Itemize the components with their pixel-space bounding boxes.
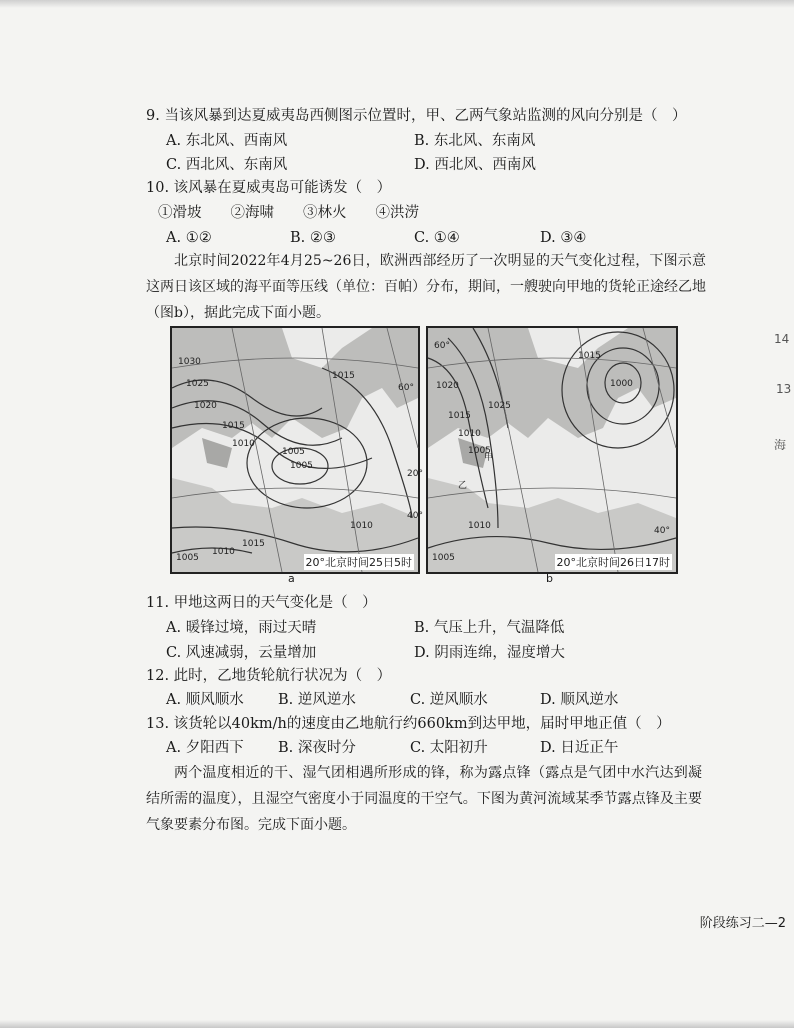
map-b-letter: b bbox=[546, 572, 553, 585]
map-a-letter: a bbox=[288, 572, 295, 585]
q11-option-a: A. 暖锋过境，雨过天晴 bbox=[166, 620, 317, 636]
scan-edge-bottom bbox=[0, 1020, 794, 1028]
margin-mark-hai: 海 bbox=[774, 438, 787, 452]
map-b-label-60: 60° bbox=[434, 341, 450, 351]
map-b-label-1005-sw: 1005 bbox=[432, 553, 455, 563]
q9-option-a: A. 东北风、西南风 bbox=[166, 133, 288, 149]
q9-option-d: D. 西北风、西南风 bbox=[414, 157, 536, 173]
map-b-label-1010-s: 1010 bbox=[468, 521, 491, 531]
map-a-label-1015-s: 1015 bbox=[242, 539, 265, 549]
pressure-map-a bbox=[170, 326, 423, 574]
q11-option-c: C. 风速减弱，云量增加 bbox=[166, 645, 317, 661]
q12-stem: 12. 此时，乙地货轮航行状况为（ ） bbox=[146, 668, 392, 684]
map-a-label-1005-sw: 1005 bbox=[176, 553, 199, 563]
map-a-drawing bbox=[172, 328, 423, 572]
map-a-caption: 20°北京时间25日5时 bbox=[305, 556, 412, 569]
map-a-label-1015-ne: 1015 bbox=[332, 371, 355, 381]
map-b-label-1005: 1005 bbox=[468, 446, 491, 456]
map-a-label-1025: 1025 bbox=[186, 379, 209, 389]
map-b-label-1015: 1015 bbox=[448, 411, 471, 421]
map-a-label-1010-se: 1010 bbox=[350, 521, 373, 531]
map-b-label-jia: 甲 bbox=[484, 453, 494, 463]
scan-edge-top bbox=[0, 0, 794, 8]
map-b-label-40: 40° bbox=[654, 526, 670, 536]
map-b-label-yi: 乙 bbox=[458, 481, 468, 491]
map-a-label-1030: 1030 bbox=[178, 357, 201, 367]
q11-stem: 11. 甲地这两日的天气变化是（ ） bbox=[146, 595, 377, 611]
map-b-caption: 20°北京时间26日17时 bbox=[556, 556, 670, 569]
map-b-label-1000: 1000 bbox=[610, 379, 633, 389]
q13-option-c: C. 太阳初升 bbox=[410, 740, 488, 756]
q13-stem: 13. 该货轮以40km/h的速度由乙地航行约660km到达甲地，届时甲地正值（ ） bbox=[146, 716, 671, 732]
q10-option-d: D. ③④ bbox=[540, 230, 587, 246]
map-a-label-1010: 1010 bbox=[232, 439, 255, 449]
map-b-label-1020: 1020 bbox=[436, 381, 459, 391]
map-b-drawing bbox=[428, 328, 676, 572]
q13-option-a: A. 夕阳西下 bbox=[166, 740, 244, 756]
q10-stem: 10. 该风暴在夏威夷岛可能诱发（ ） bbox=[146, 180, 392, 196]
q9-option-b: B. 东北风、东南风 bbox=[414, 133, 536, 149]
map-a-label-1005: 1005 bbox=[290, 461, 313, 471]
map-a-label-1010-s: 1010 bbox=[212, 547, 235, 557]
q11-option-b: B. 气压上升，气温降低 bbox=[414, 620, 565, 636]
q12-option-b: B. 逆风逆水 bbox=[278, 692, 356, 708]
q12-option-d: D. 顺风逆水 bbox=[540, 692, 619, 708]
q11-option-d: D. 阴雨连绵，湿度增大 bbox=[414, 645, 565, 661]
q13-option-d: D. 日近正午 bbox=[540, 740, 619, 756]
map-a-label-20: 20° bbox=[407, 469, 423, 479]
map-a-label-1015: 1015 bbox=[222, 421, 245, 431]
page-footer: 阶段练习二—2 bbox=[699, 916, 786, 931]
q13-option-b: B. 深夜时分 bbox=[278, 740, 356, 756]
map-b-label-1025: 1025 bbox=[488, 401, 511, 411]
map-a-label-1005-center: 1005 bbox=[282, 447, 305, 457]
intro-paragraph-2: 两个温度相近的干、湿气团相遇所形成的锋，称为露点锋（露点是气团中水汽达到凝结所需的温度），且湿空气密度小于同温度的干空气。下图为黄河流域某季节露点锋及主要气象要素分布图。完成下面小题。 bbox=[146, 765, 702, 833]
q9-option-c: C. 西北风、东南风 bbox=[166, 157, 288, 173]
map-a-label-60: 60° bbox=[398, 383, 414, 393]
pressure-map-b bbox=[426, 326, 678, 574]
margin-mark-13: 13 bbox=[776, 382, 792, 396]
q12-option-a: A. 顺风顺水 bbox=[166, 692, 244, 708]
margin-mark-14: 14 bbox=[774, 332, 790, 346]
q10-option-b: B. ②③ bbox=[290, 230, 336, 246]
map-b-label-1010: 1010 bbox=[458, 429, 481, 439]
map-b-label-1015-n: 1015 bbox=[578, 351, 601, 361]
q10-items: ①滑坡 ②海啸 ③林火 ④洪涝 bbox=[158, 205, 419, 221]
map-a-label-40: 40° bbox=[407, 511, 423, 521]
intro-paragraph-1: 北京时间2022年4月25~26日，欧洲西部经历了一次明显的天气变化过程，下图示意这两日该区域的海平面等压线（单位：百帕）分布，期间，一艘驶向甲地的货轮正途经乙地（图b），据此完成下面小题。 bbox=[146, 253, 706, 321]
q10-option-c: C. ①④ bbox=[414, 230, 460, 246]
map-a-label-1020: 1020 bbox=[194, 401, 217, 411]
q9-stem: 9. 当该风暴到达夏威夷岛西侧图示位置时，甲、乙两气象站监测的风向分别是（ ） bbox=[146, 108, 687, 124]
q10-option-a: A. ①② bbox=[166, 230, 212, 246]
q12-option-c: C. 逆风顺水 bbox=[410, 692, 488, 708]
